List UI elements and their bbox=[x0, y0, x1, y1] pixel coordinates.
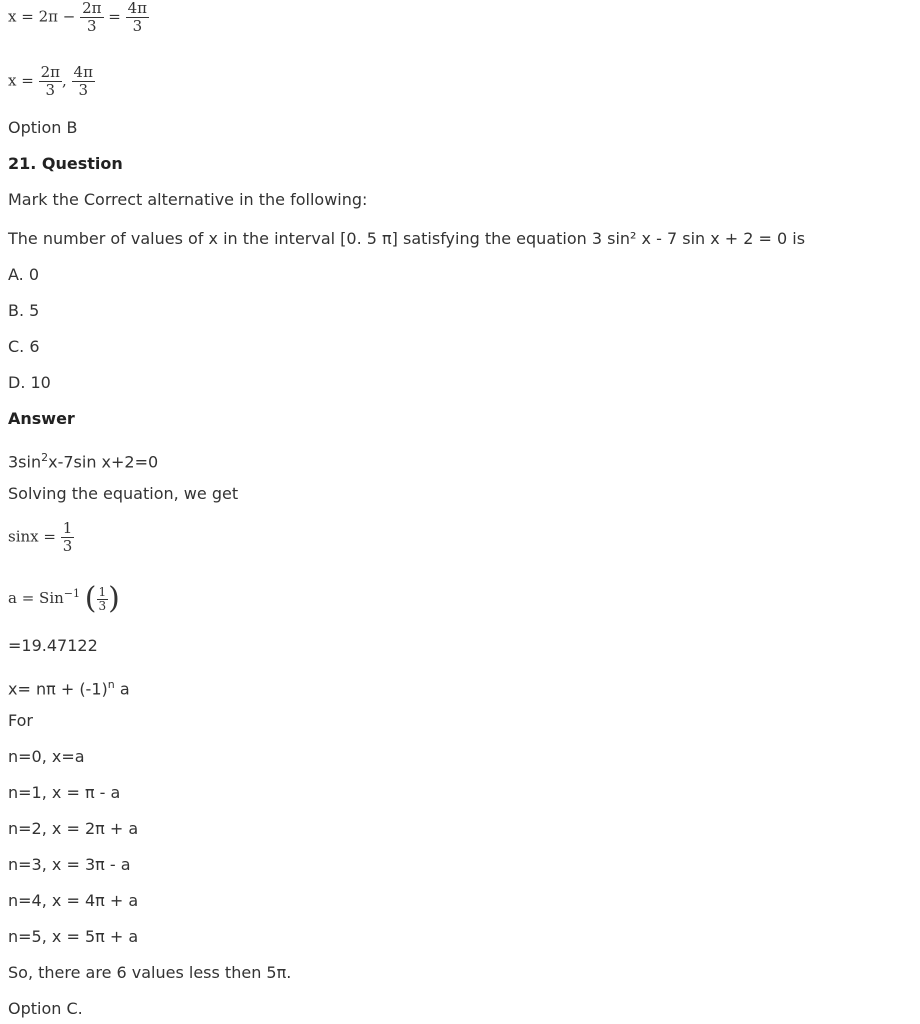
eq1-equals: = bbox=[108, 7, 121, 26]
fraction-2pi-over-3-b: $\frac{2\pi}{3}$ bbox=[40, 63, 60, 99]
option-d: D. 10 bbox=[8, 373, 51, 392]
left-paren: ( bbox=[84, 581, 97, 616]
eq1-lhs: x = 2π − bbox=[8, 7, 76, 26]
question-instruction: Mark the Correct alternative in the following: bbox=[8, 190, 368, 209]
question-heading: 21. Question bbox=[8, 154, 123, 173]
eq2-sep: , bbox=[61, 71, 67, 90]
for-label: For bbox=[8, 711, 33, 730]
previous-option: Option B bbox=[8, 118, 78, 137]
value-result: =19.47122 bbox=[8, 636, 98, 655]
question-text: The number of values of x in the interval [0. 5 π] satisfying the equation 3 sin² x - 7 sin x + 2 = 0 is bbox=[8, 229, 806, 248]
case-n3: n=3, x = 3π - a bbox=[8, 855, 131, 874]
case-n2: n=2, x = 2π + a bbox=[8, 819, 139, 838]
fraction-4pi-over-3: $\frac{4\pi}{3}$ bbox=[127, 0, 148, 35]
option-c: C. 6 bbox=[8, 337, 40, 356]
case-n1: n=1, x = π - a bbox=[8, 783, 121, 802]
fraction-2pi-over-3: $\frac{2\pi}{3}$ bbox=[82, 0, 102, 35]
conclusion: So, there are 6 values less then 5π. bbox=[8, 963, 292, 982]
equation-x-solutions bbox=[8, 64, 95, 99]
case-n0: n=0, x=a bbox=[8, 747, 85, 766]
answer-heading: Answer bbox=[8, 409, 75, 428]
case-n5: n=5, x = 5π + a bbox=[8, 927, 139, 946]
quadratic-equation: $3\sin^2x-7\sin$ x+2=0 bbox=[8, 451, 159, 472]
option-a: A. 0 bbox=[8, 265, 40, 284]
final-option: Option C. bbox=[8, 999, 83, 1018]
option-b: B. 5 bbox=[8, 301, 40, 320]
fraction-1-over-3: $\frac{1}{3}$ bbox=[62, 519, 73, 555]
a-equation: a = Sin$^{-1}$ ( $\frac{1}{3}$ ) bbox=[8, 581, 120, 616]
sin-equation: sinx = $\frac{1}{3}$ bbox=[8, 519, 73, 555]
fraction-1-over-3-paren: $\frac{1}{3}$ bbox=[98, 584, 107, 613]
equation-x-2pi-minus bbox=[8, 0, 149, 35]
solving-text: Solving the equation, we get bbox=[8, 484, 239, 503]
case-n4: n=4, x = 4π + a bbox=[8, 891, 139, 910]
right-paren: ) bbox=[108, 581, 120, 616]
fraction-4pi-over-3-b: $\frac{4\pi}{3}$ bbox=[73, 63, 93, 99]
general-solution: $x= n\pi + (-1)^n$ a bbox=[8, 678, 130, 699]
eq2-lhs: x = bbox=[8, 71, 34, 90]
